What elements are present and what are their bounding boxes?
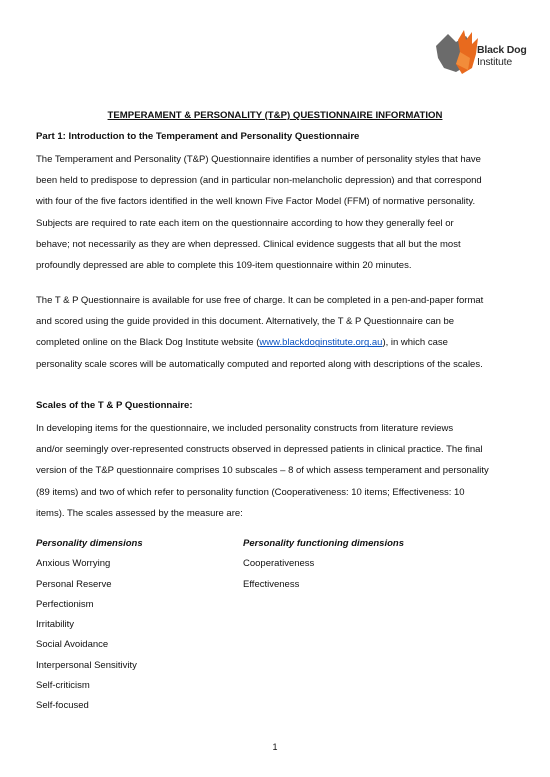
text-line (36, 332, 516, 353)
text-line: personality scale scores will be automatically computed and reported along with descriptions of the scales. (36, 358, 483, 370)
list-item: Irritability (36, 619, 75, 631)
functioning-dimensions-list (243, 534, 404, 595)
text-line: (89 items) and two of which refer to personality function (Cooperativeness: 10 items; Effectiveness: 10 (36, 486, 465, 498)
document-title: TEMPERAMENT & PERSONALITY (T&P) QUESTIONNAIRE INFORMATION (107, 110, 443, 121)
text-line: items). The scales assessed by the measure are: (36, 507, 243, 519)
list-item: Cooperativeness (243, 558, 315, 570)
logo-wordmark (477, 44, 527, 68)
text-line: The Temperament and Personality (T&P) Questionnaire identifies a number of personality styles that have (36, 154, 481, 165)
text-line: with four of the five factors identified in the well known Five Factor Model (FFM) of normative personality. (36, 196, 476, 208)
list-item: Anxious Worrying (36, 558, 111, 570)
text-line: and scored using the guide provided in this document. Alternatively, the T & P Questionnaire can be (36, 316, 455, 328)
text-line: Subjects are required to rate each item on the questionnaire according to how they generally feel or (36, 217, 454, 229)
text-line: The T & P Questionnaire is available for use free of charge. It can be completed in a pen-and-paper format (36, 295, 484, 306)
functioning-dimensions-heading: Personality functioning dimensions (243, 538, 404, 549)
part1-heading: Part 1: Introduction to the Temperament and Personality Questionnaire (36, 131, 360, 142)
text-line: been held to predispose to depression (and in particular non-melancholic depression) and that correspond (36, 175, 482, 187)
intro-paragraph (36, 149, 516, 276)
logo-line1: Black Dog (477, 44, 527, 56)
text-line: version of the T&P questionnaire comprises 10 subscales – 8 of which assess temperament and personality (36, 465, 489, 477)
page-number: 1 (272, 742, 278, 752)
logo-line2: Institute (477, 56, 512, 68)
text-line: profoundly depressed are able to complete this 109-item questionnaire within 20 minutes. (36, 260, 412, 272)
personality-dimensions-heading: Personality dimensions (36, 538, 143, 549)
text-line: In developing items for the questionnaire, we included personality constructs from literature reviews (36, 423, 454, 434)
scales-heading: Scales of the T & P Questionnaire: (36, 400, 193, 411)
list-item: Social Avoidance (36, 639, 109, 651)
text-segment: completed online on the Black Dog Institute website ( (36, 337, 260, 349)
list-item: Effectiveness (243, 578, 300, 590)
text-line: behave; not necessarily as they are when depressed. Clinical evidence suggests that all but the most (36, 238, 461, 250)
list-item: Self-focused (36, 700, 89, 712)
website-link[interactable]: www.blackdoginstitute.org.au (259, 337, 383, 349)
text-line: and/or seemingly over-represented constructs observed in depressed patients in clinical practice. The final (36, 444, 483, 456)
availability-paragraph (36, 290, 516, 375)
list-item: Perfectionism (36, 598, 94, 610)
scales-paragraph (36, 418, 516, 524)
list-item: Self-criticism (36, 680, 90, 692)
personality-dimensions-list (36, 534, 143, 717)
list-item: Personal Reserve (36, 578, 112, 590)
list-item: Interpersonal Sensitivity (36, 659, 137, 671)
text-segment: ), in which case (382, 337, 448, 349)
